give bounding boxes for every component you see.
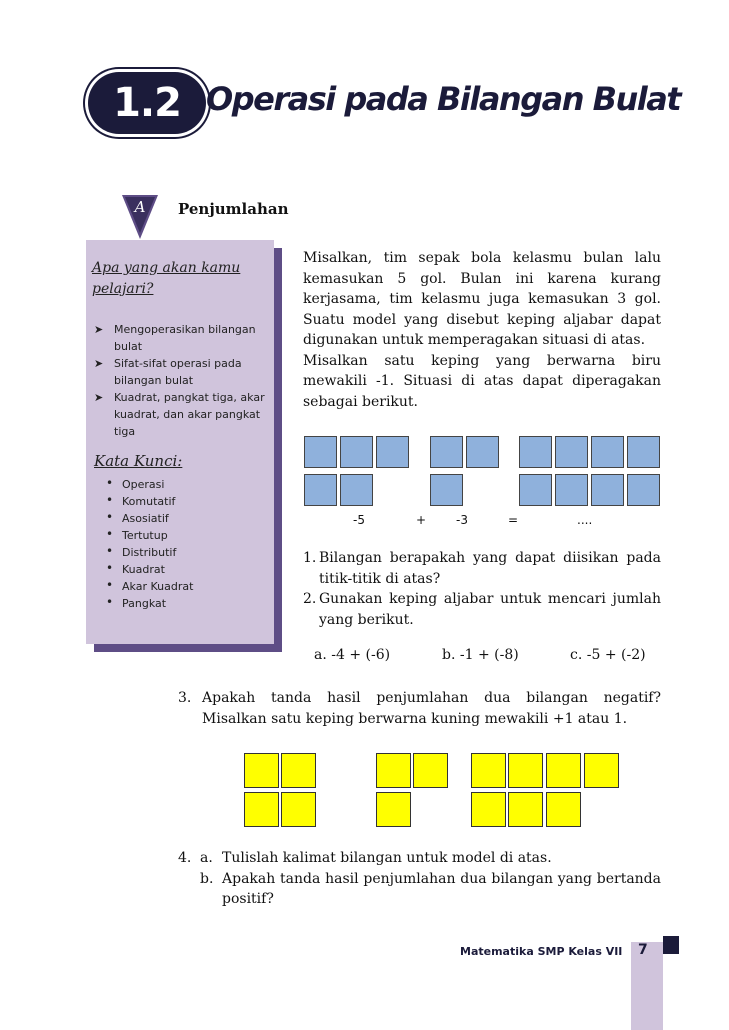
- arrow-bullet-icon: ➤: [94, 323, 104, 336]
- blue-tile: [627, 436, 660, 468]
- question-4b: Apakah tanda hasil penjumlahan dua bilangan yang bertanda positif?: [222, 870, 661, 907]
- question-2: 2. Gunakan keping aljabar untuk mencari jumlah yang berikut.: [303, 591, 661, 628]
- yellow-tile: [471, 753, 506, 788]
- list-item: • Asosiatif: [106, 510, 169, 525]
- equation-term: -3: [456, 513, 468, 527]
- section-letter: A: [134, 198, 146, 216]
- blue-tile: [519, 474, 552, 506]
- sidebar-heading: Apa yang akan kamu pelajari?: [92, 260, 241, 297]
- bullet-icon: •: [106, 493, 114, 507]
- arrow-bullet-icon: ➤: [94, 391, 104, 404]
- question-1: 1. Bilangan berapakah yang dapat diisikan pada titik-titik di atas?: [303, 550, 661, 587]
- blue-tile: [555, 474, 588, 506]
- paragraph-1: Misalkan, tim sepak bola kelasmu bulan lalu kemasukan 5 gol. Bulan ini karena kurang kerjasama, tim kelasmu juga kemasukan 3 gol. Suatu model yang disebut keping aljabar dapat digunakan untuk memperagakan situasi di atas.: [303, 250, 661, 348]
- blue-tile: [430, 436, 463, 468]
- bullet-icon: •: [106, 510, 114, 524]
- bullet-icon: •: [106, 527, 114, 541]
- option-c: c. -5 + (-2): [570, 647, 646, 663]
- list-item: • Tertutup: [106, 527, 168, 542]
- bullet-icon: •: [106, 595, 114, 609]
- intro-paragraph: [303, 248, 661, 412]
- chapter-number: 1.2: [113, 80, 181, 126]
- equation-operator: =: [508, 513, 519, 527]
- yellow-tile: [508, 753, 543, 788]
- list-item: ➤ Sifat-sifat operasi pada bilangan bulat: [94, 357, 242, 387]
- list-item: • Komutatif: [106, 493, 176, 508]
- list-item: ➤ Kuadrat, pangkat tiga, akar kuadrat, dan akar pangkat tiga: [94, 391, 265, 438]
- keywords-list: [100, 476, 270, 612]
- footer-square: [663, 936, 679, 954]
- list-item: • Kuadrat: [106, 561, 165, 576]
- blue-tile: [591, 436, 624, 468]
- yellow-tile: [376, 753, 411, 788]
- yellow-tile: [584, 753, 619, 788]
- list-item: ➤ Mengoperasikan bilangan bulat: [94, 323, 256, 353]
- bullet-icon: •: [106, 561, 114, 575]
- blue-tile: [376, 436, 409, 468]
- yellow-tile: [546, 753, 581, 788]
- bullet-icon: •: [106, 544, 114, 558]
- question-4a: Tulislah kalimat bilangan untuk model di atas.: [222, 850, 552, 866]
- arrow-bullet-icon: ➤: [94, 357, 104, 370]
- equation-operator: +: [416, 513, 427, 527]
- blue-tile: [304, 474, 337, 506]
- yellow-tile: [281, 753, 316, 788]
- blue-tile: [340, 474, 373, 506]
- section-title: Penjumlahan: [178, 200, 289, 218]
- list-item: • Distributif: [106, 544, 177, 559]
- yellow-tile: [546, 792, 581, 827]
- question-list: [303, 548, 661, 630]
- objectives-list: [92, 321, 274, 440]
- list-item: • Pangkat: [106, 595, 167, 610]
- blue-tile: [591, 474, 624, 506]
- paragraph-2: Misalkan satu keping yang berwarna biru mewakili -1. Situasi di atas dapat diperagakan sebagai berikut.: [303, 352, 661, 410]
- bullet-icon: •: [106, 476, 114, 490]
- footer-book-title: Matematika SMP Kelas VII: [460, 945, 623, 958]
- chapter-title: Operasi pada Bilangan Bulat: [206, 80, 681, 118]
- blue-tile: [627, 474, 660, 506]
- equation-term: -5: [353, 513, 365, 527]
- option-b: b. -1 + (-8): [442, 647, 519, 663]
- bullet-icon: •: [106, 578, 114, 592]
- yellow-tile: [244, 753, 279, 788]
- yellow-tile: [413, 753, 448, 788]
- blue-tile: [555, 436, 588, 468]
- blue-tile: [340, 436, 373, 468]
- option-a: a. -4 + (-6): [314, 647, 391, 663]
- yellow-tile: [508, 792, 543, 827]
- yellow-tile: [471, 792, 506, 827]
- blue-tile: [430, 474, 463, 506]
- yellow-tile: [376, 792, 411, 827]
- equation-result: ....: [577, 513, 593, 527]
- yellow-tile: [244, 792, 279, 827]
- page-number: 7: [638, 942, 648, 958]
- question-3: 3. Apakah tanda hasil penjumlahan dua bilangan negatif? Misalkan satu keping berwarna kuning mewakili +1 atau 1.: [178, 690, 661, 727]
- keywords-heading: Kata Kunci:: [94, 452, 183, 470]
- blue-tile: [304, 436, 337, 468]
- list-item: • Operasi: [106, 476, 165, 491]
- list-item: • Akar Kuadrat: [106, 578, 194, 593]
- blue-tile: [466, 436, 499, 468]
- blue-tile: [519, 436, 552, 468]
- question-4: 4. a. Tulislah kalimat bilangan untuk model di atas. b. Apakah tanda hasil penjumlahan dua bilangan yang bertanda positif?: [178, 850, 661, 907]
- yellow-tile: [281, 792, 316, 827]
